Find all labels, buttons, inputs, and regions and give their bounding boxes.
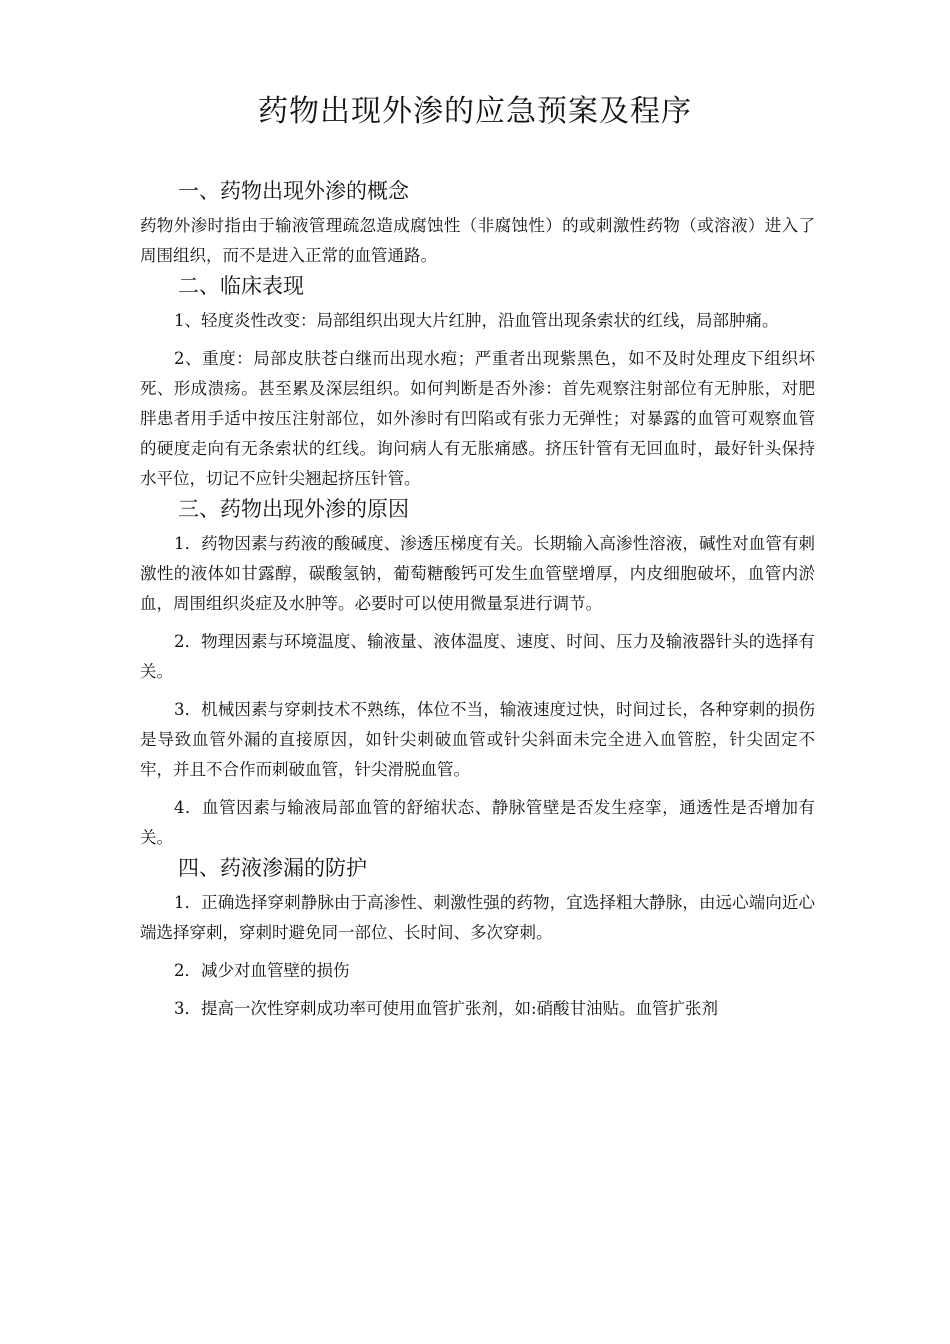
section-heading: 一、药物出现外渗的概念	[178, 179, 409, 203]
paragraph: 3．机械因素与穿刺技术不熟练，体位不当，输液速度过快，时间过长，各种穿刺的损伤是导致血管外漏的直接原因，如针尖刺破血管或针尖斜面未完全进入血管腔，针尖固定不牢，并且不合作而刺破血管，针尖滑脱血管。	[140, 700, 815, 779]
paragraph: 2．物理因素与环境温度、输液量、液体温度、速度、时间、压力及输液器针头的选择有关。	[140, 632, 815, 681]
paragraph: 2．减少对血管壁的损伤	[174, 961, 350, 980]
paragraph: 1、轻度炎性改变：局部组织出现大片红肿，沿血管出现条索状的红线，局部肿痛。	[174, 311, 779, 330]
paragraph: 1．正确选择穿刺静脉由于高渗性、刺激性强的药物，宜选择粗大静脉，由远心端向近心端选择穿刺，穿刺时避免同一部位、长时间、多次穿刺。	[140, 893, 815, 942]
paragraph: 1．药物因素与药液的酸碱度、渗透压梯度有关。长期输入高渗性溶液，碱性对血管有刺激性的液体如甘露醇，碳酸氢钠，葡萄糖酸钙可发生血管壁增厚，内皮细胞破坏，血管内淤血，周围组织炎症及水肿等。必要时可以使用微量泵进行调节。	[140, 534, 815, 613]
section-heading: 四、药液渗漏的防护	[178, 856, 367, 880]
paragraph: 4．血管因素与输液局部血管的舒缩状态、静脉管壁是否发生痉挛，通透性是否增加有关。	[140, 798, 815, 847]
section-heading: 三、药物出现外渗的原因	[178, 497, 409, 521]
document-title: 药物出现外渗的应急预案及程序	[258, 94, 692, 129]
paragraph: 3．提高一次性穿刺成功率可使用血管扩张剂，如:硝酸甘油贴。血管扩张剂	[174, 999, 719, 1018]
document-body	[140, 176, 815, 1024]
paragraph: 2、重度：局部皮肤苍白继而出现水疱；严重者出现紫黑色，如不及时处理皮下组织坏死、形成溃疡。甚至累及深层组织。如何判断是否外渗：首先观察注射部位有无肿胀，对肥胖患者用手适中按压注射部位，如外渗时有凹陷或有张力无弹性；对暴露的血管可观察血管的硬度走向有无条索状的红线。询问病人有无胀痛感。挤压针管有无回血时，最好针头保持水平位，切记不应针尖翘起挤压针管。	[140, 349, 815, 488]
section-heading: 二、临床表现	[178, 274, 304, 298]
paragraph: 药物外渗时指由于输液管理疏忽造成腐蚀性（非腐蚀性）的或刺激性药物（或溶液）进入了周围组织，而不是进入正常的血管通路。	[140, 216, 815, 265]
